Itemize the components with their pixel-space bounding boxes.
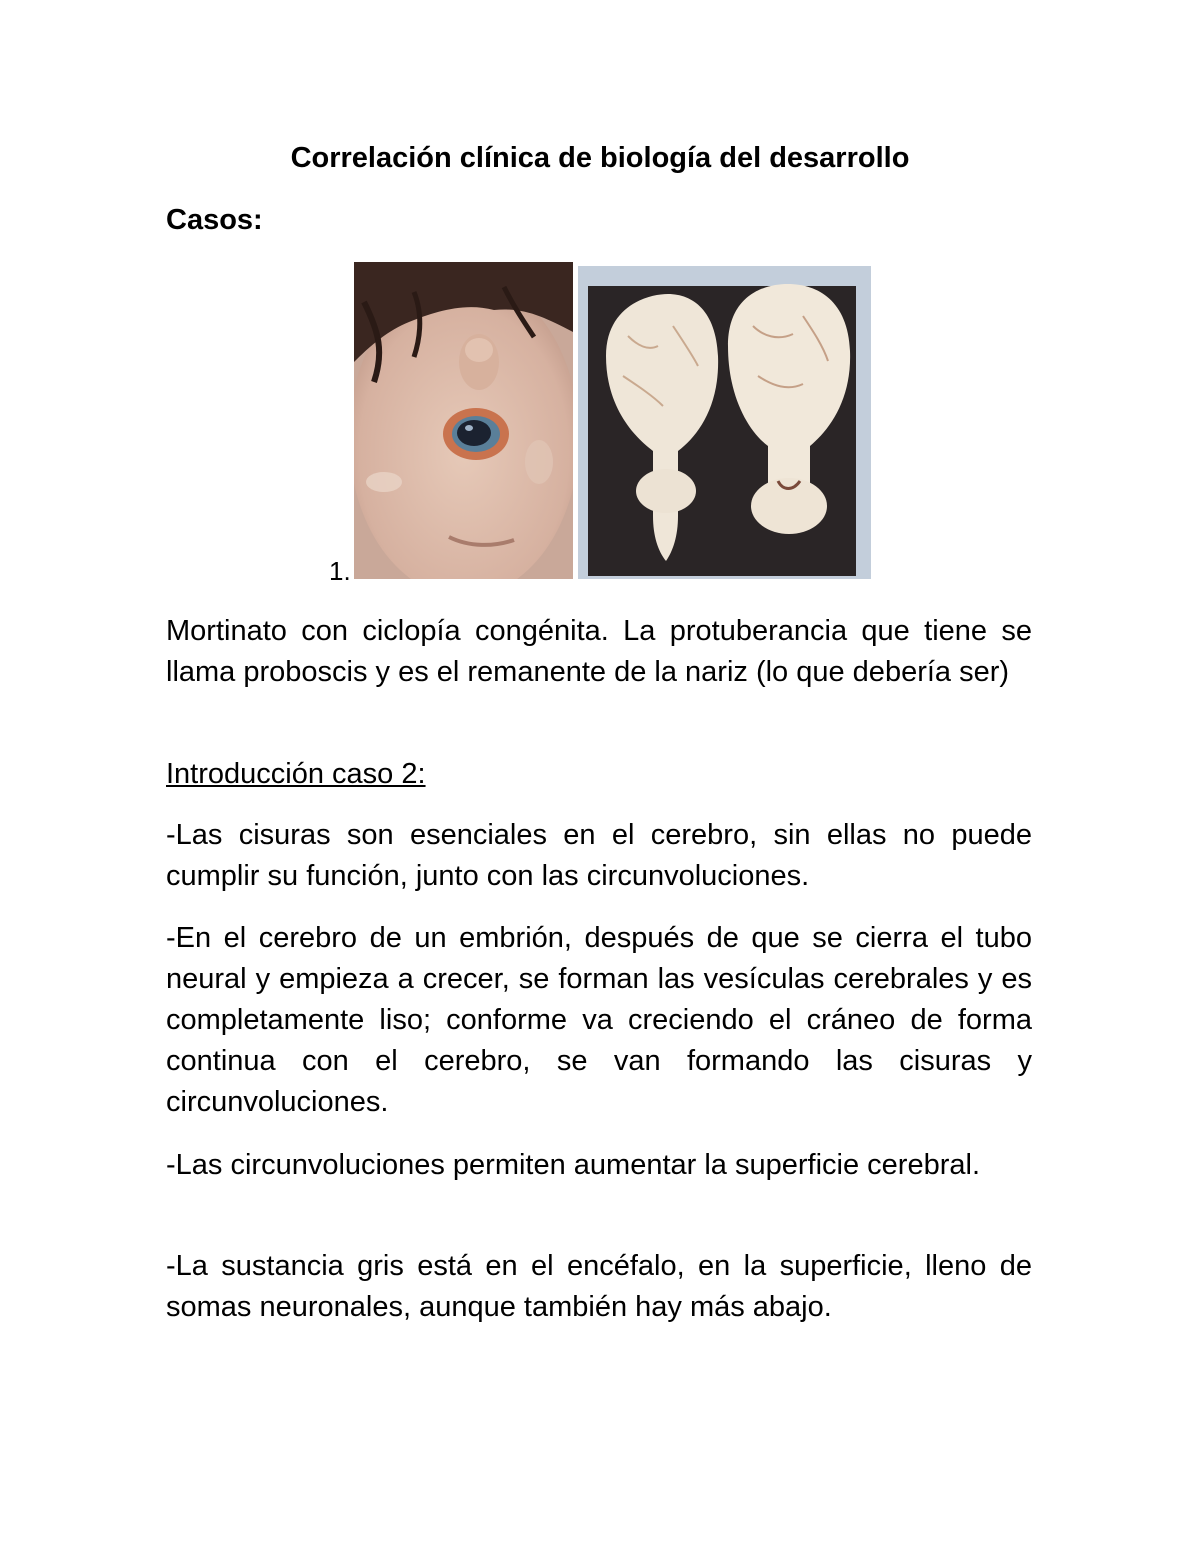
case-number: 1. — [329, 556, 351, 586]
case-2-intro-heading: Introducción caso 2: — [166, 758, 426, 790]
section-heading-casos: Casos: — [166, 204, 263, 236]
paragraph-circunvoluciones: -Las circunvoluciones permiten aumentar la superficie cerebral. — [166, 1149, 980, 1181]
paragraph-embryo-brain: -En el cerebro de un embrión, después de que se cierra el tubo neural y empieza a crecer, se forman las vesículas cerebrales y es completamente liso; conforme va creciendo el cráneo de forma continua con el cerebro, se van formando las cisuras y circunvoluciones. — [166, 922, 1032, 1118]
cyclopia-infant-photo — [354, 262, 573, 579]
paragraph-cisuras: -Las cisuras son esenciales en el cerebro, sin ellas no puede cumplir su función, junto con las circunvoluciones. — [166, 819, 1032, 892]
brain-sections-photo — [578, 266, 871, 579]
document-title: Correlación clínica de biología del desarrollo — [290, 142, 910, 174]
case-1-description: Mortinato con ciclopía congénita. La protuberancia que tiene se llama proboscis y es el remanente de la nariz (lo que debería ser) — [166, 615, 1032, 688]
paragraph-sustancia-gris: -La sustancia gris está en el encéfalo, en la superficie, lleno de somas neuronales, aunque también hay más abajo. — [166, 1250, 1032, 1323]
